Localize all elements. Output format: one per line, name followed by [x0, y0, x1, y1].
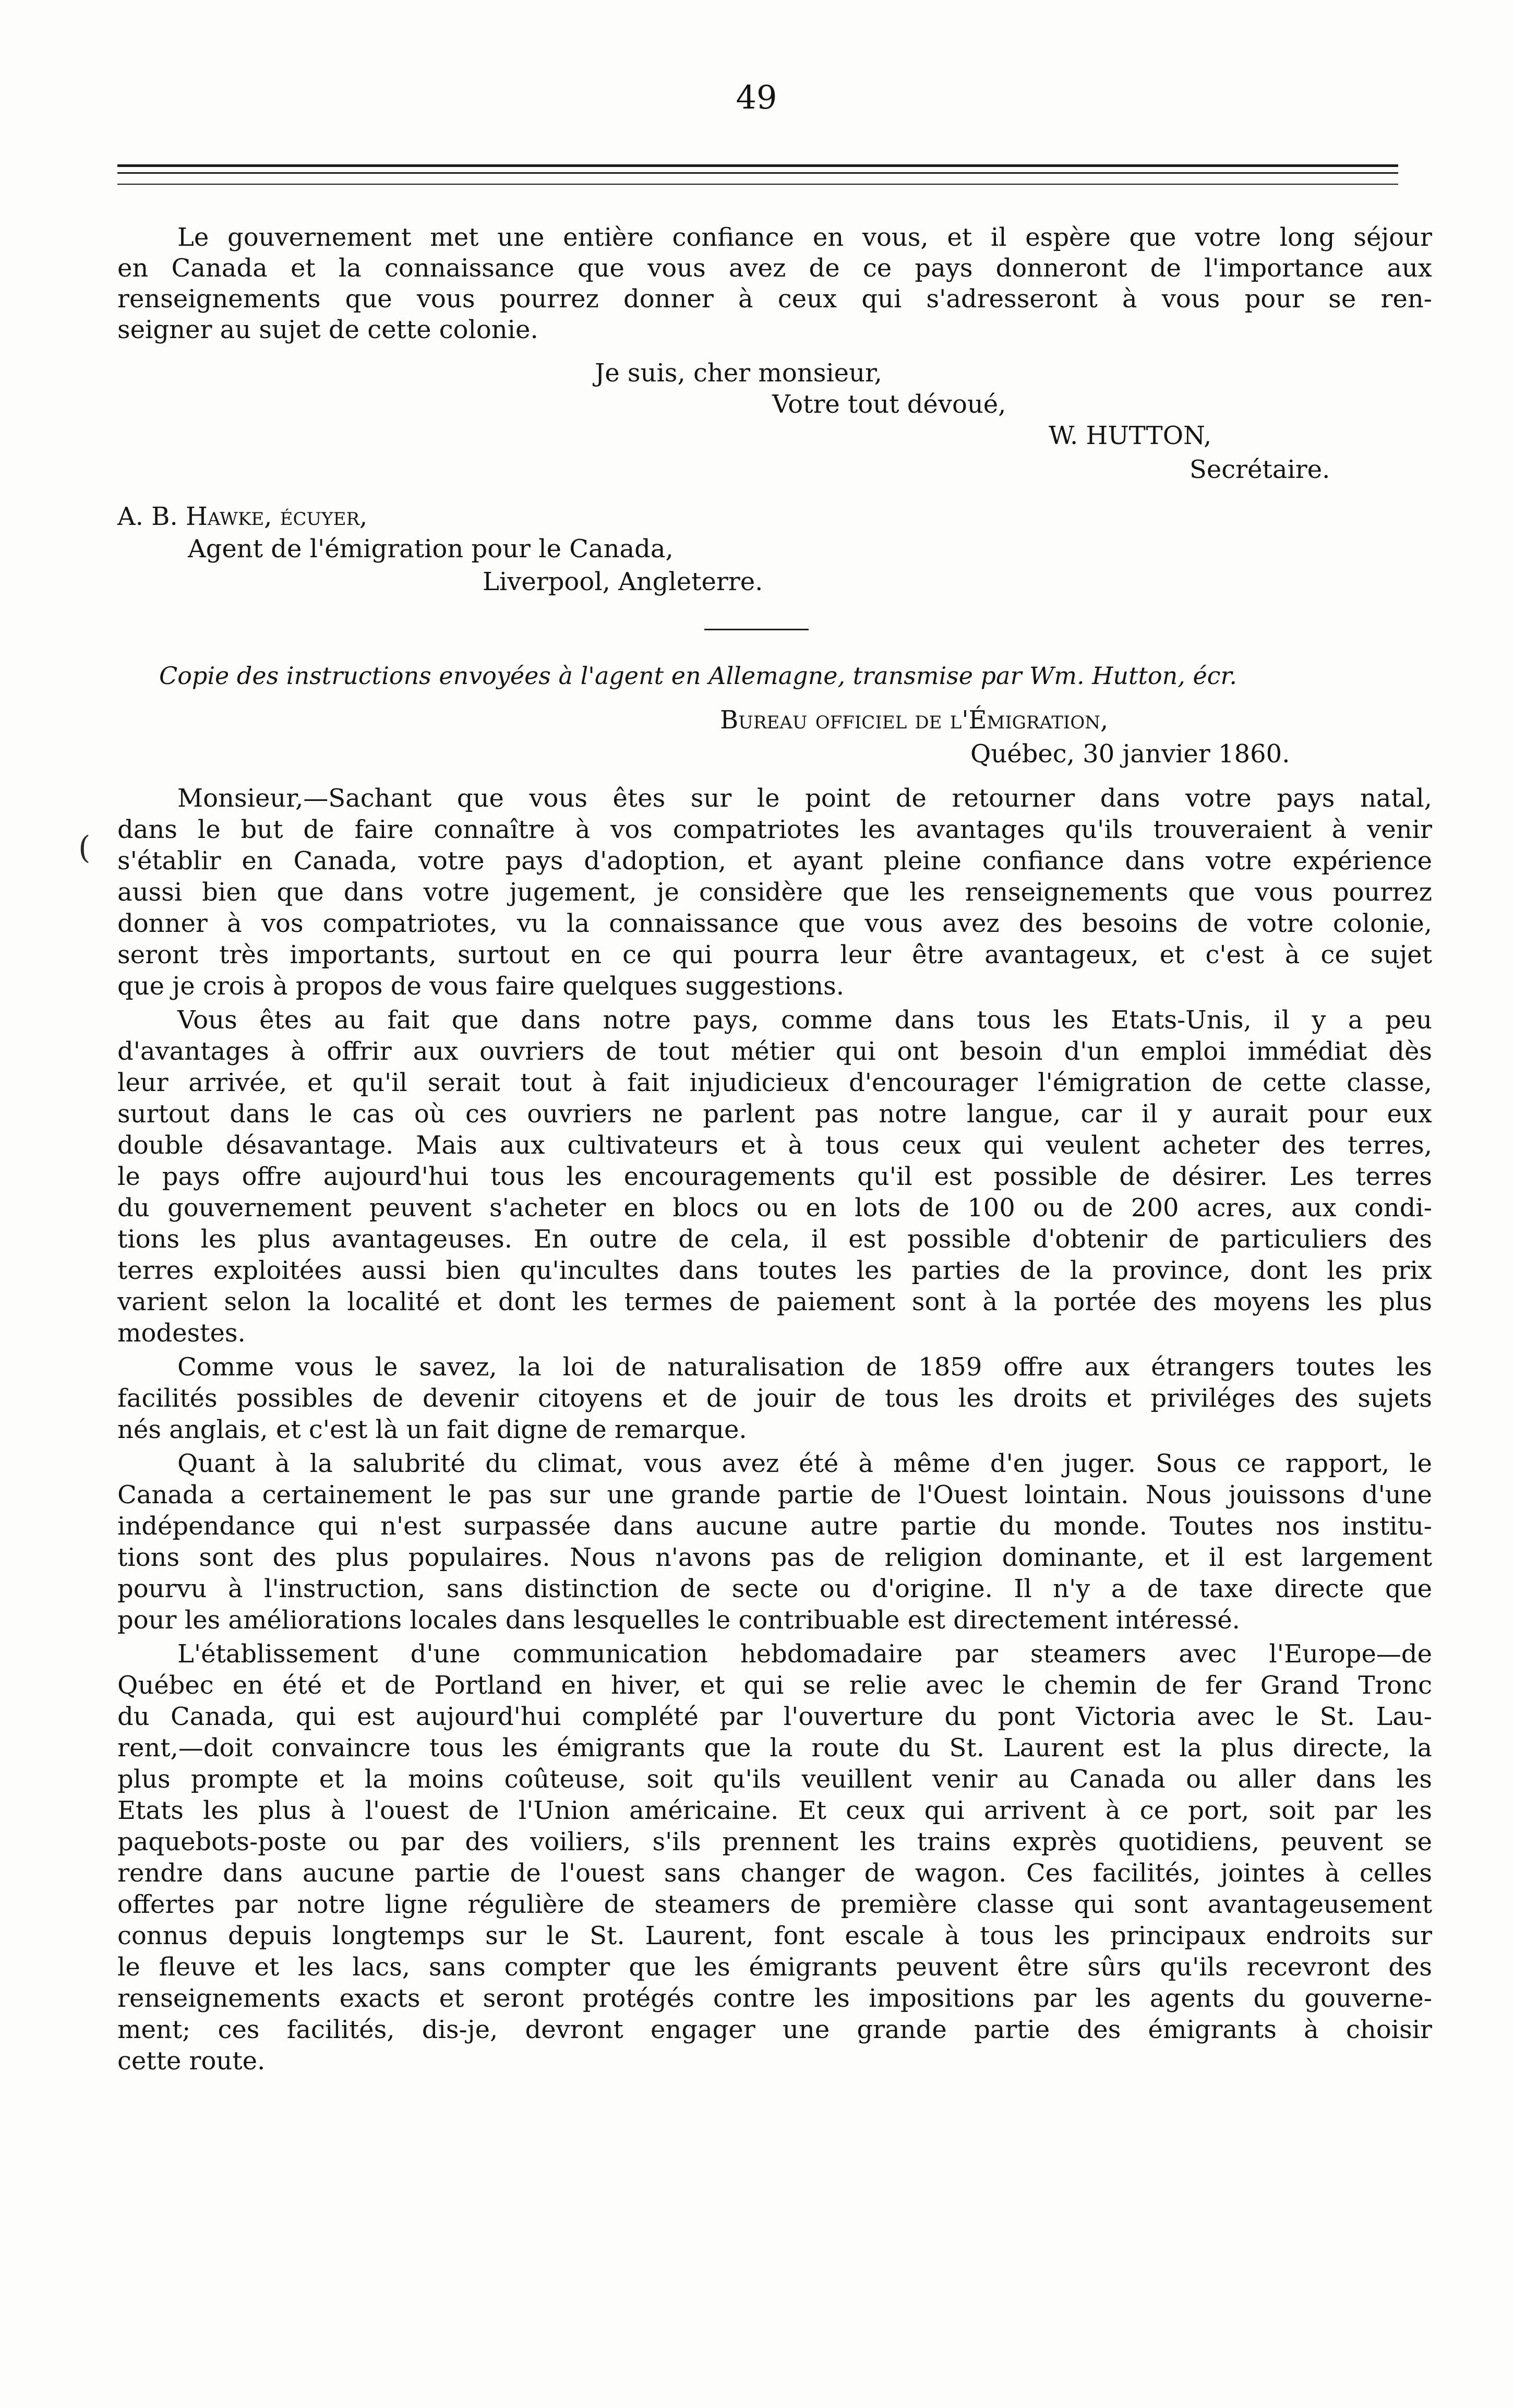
- header-rule-middle: [117, 172, 1398, 174]
- date-line: Québec, 30 janvier 1860.: [970, 739, 1290, 769]
- paragraph-line: rendre dans aucune partie de l'ouest sans changer de wagon. Ces facilités, jointes à celles: [117, 1859, 1432, 1888]
- paragraph-line: Monsieur,—Sachant que vous êtes sur le point de retourner dans votre pays natal,: [177, 784, 1432, 813]
- closing-salutation-2: Votre tout dévoué,: [772, 390, 1006, 419]
- paragraph-line: offertes par notre ligne régulière de steamers de première classe qui sont avantageusement: [117, 1890, 1432, 1919]
- paragraph-line: leur arrivée, et qu'il serait tout à fait injudicieux d'encourager l'émigration de cette classe,: [117, 1068, 1432, 1097]
- paragraph-line: plus prompte et la moins coûteuse, soit qu'ils veuillent venir au Canada ou aller dans les: [117, 1765, 1432, 1794]
- paragraph-line: surtout dans le cas où ces ouvriers ne parlent pas notre langue, car il y aurait pour eux: [117, 1099, 1432, 1129]
- paragraph-line: renseignements exacts et seront protégés contre les impositions par les agents du gouverne-: [117, 1984, 1432, 2013]
- paragraph-line: nés anglais, et c'est là un fait digne de remarque.: [117, 1415, 747, 1444]
- paragraph-line: modestes.: [117, 1319, 246, 1348]
- paragraph-line: L'établissement d'une communication hebdomadaire par steamers avec l'Europe—de: [177, 1639, 1432, 1669]
- recipient-name: A. B. Hawke, écuyer,: [117, 502, 368, 531]
- paragraph-line: s'établir en Canada, votre pays d'adoption, et ayant pleine confiance dans votre expérience: [117, 846, 1432, 876]
- paragraph-line: pourvu à l'instruction, sans distinction de secte ou d'origine. Il n'y a de taxe directe que: [117, 1574, 1432, 1603]
- paragraph-line: Quant à la salubrité du climat, vous avez été à même d'en juger. Sous ce rapport, le: [177, 1449, 1432, 1478]
- paragraph-line: seront très importants, surtout en ce qui pourra leur être avantageux, et c'est à ce sujet: [117, 940, 1432, 969]
- paragraph-line: le fleuve et les lacs, sans compter que les émigrants peuvent être sûrs qu'ils recevront des: [117, 1952, 1432, 1982]
- recipient-place: Liverpool, Angleterre.: [483, 567, 763, 596]
- margin-bracket-mark: (: [78, 830, 91, 866]
- paragraph-line: seigner au sujet de cette colonie.: [117, 315, 538, 344]
- paragraph-line: du Canada, qui est aujourd'hui complété par l'ouverture du pont Victoria avec le St. Lau-: [117, 1702, 1432, 1731]
- paragraph-line: le pays offre aujourd'hui tous les encouragements qu'il est possible de désirer. Les terres: [117, 1162, 1432, 1191]
- paragraph-line: aussi bien que dans votre jugement, je considère que les renseignements que vous pourrez: [117, 878, 1432, 907]
- paragraph-line: tions sont des plus populaires. Nous n'avons pas de religion dominante, et il est largement: [117, 1543, 1432, 1572]
- page-number: 49: [736, 78, 777, 116]
- paragraph-line: facilités possibles de devenir citoyens et de jouir de tous les droits et priviléges des sujets: [117, 1384, 1432, 1413]
- header-rule-thick: [117, 164, 1398, 167]
- paragraph-line: varient selon la localité et dont les termes de paiement sont à la portée des moyens les plus: [117, 1287, 1432, 1316]
- paragraph-line: tions les plus avantageuses. En outre de cela, il est possible d'obtenir de particuliers des: [117, 1225, 1432, 1254]
- paragraph-line: dans le but de faire connaître à vos compatriotes les avantages qu'ils trouveraient à venir: [117, 815, 1432, 844]
- paragraph-line: Le gouvernement met une entière confiance en vous, et il espère que votre long séjour: [177, 223, 1432, 252]
- paragraph-line: indépendance qui n'est surpassée dans aucune autre partie du monde. Toutes nos institu-: [117, 1512, 1432, 1541]
- paragraph-line: du gouvernement peuvent s'acheter en blocs ou en lots de 100 ou de 200 acres, aux condi-: [117, 1193, 1432, 1223]
- paragraph-line: Comme vous le savez, la loi de naturalisation de 1859 offre aux étrangers toutes les: [177, 1352, 1432, 1382]
- paragraph-line: ment; ces facilités, dis-je, devront engager une grande partie des émigrants à choisir: [117, 2015, 1432, 2044]
- section-divider: [704, 629, 809, 630]
- paragraph-line: donner à vos compatriotes, vu la connaissance que vous avez des besoins de votre colonie,: [117, 909, 1432, 938]
- paragraph-line: que je crois à propos de vous faire quelques suggestions.: [117, 972, 845, 1001]
- paragraph-line: terres exploitées aussi bien qu'incultes dans toutes les parties de la province, dont les prix: [117, 1256, 1432, 1285]
- paragraph-line: paquebots-poste ou par des voiliers, s'ils prennent les trains exprès quotidiens, peuvent se: [117, 1827, 1432, 1856]
- paragraph-line: d'avantages à offrir aux ouvriers de tout métier qui ont besoin d'un emploi immédiat dès: [117, 1037, 1432, 1066]
- signature-title: Secrétaire.: [1189, 455, 1330, 484]
- recipient-title: Agent de l'émigration pour le Canada,: [188, 534, 674, 564]
- paragraph-line: double désavantage. Mais aux cultivateurs et à tous ceux qui veulent acheter des terres,: [117, 1131, 1432, 1160]
- signature-name: W. HUTTON,: [1049, 421, 1212, 450]
- paragraph-line: rent,—doit convaincre tous les émigrants que la route du St. Laurent est la plus directe, la: [117, 1733, 1432, 1763]
- paragraph-line: Vous êtes au fait que dans notre pays, comme dans tous les Etats-Unis, il y a peu: [177, 1005, 1432, 1035]
- paragraph-line: connus depuis longtemps sur le St. Laurent, font escale à tous les principaux endroits sur: [117, 1921, 1432, 1950]
- closing-salutation: Je suis, cher monsieur,: [595, 358, 882, 388]
- office-name: Bureau officiel de l'Émigration,: [720, 705, 1109, 735]
- paragraph-line: Etats les plus à l'ouest de l'Union américaine. Et ceux qui arrivent à ce port, soit par les: [117, 1796, 1432, 1825]
- paragraph-line: Québec en été et de Portland en hiver, et qui se relie avec le chemin de fer Grand Tronc: [117, 1671, 1432, 1700]
- paragraph-line: en Canada et la connaissance que vous avez de ce pays donneront de l'importance aux: [117, 254, 1432, 283]
- paragraph-line: cette route.: [117, 2046, 266, 2076]
- paragraph-line: Canada a certainement le pas sur une grande partie de l'Ouest lointain. Nous jouissons d'une: [117, 1480, 1432, 1510]
- section-heading: Copie des instructions envoyées à l'agent en Allemagne, transmise par Wm. Hutton, écr.: [159, 662, 1237, 690]
- paragraph-line: renseignements que vous pourrez donner à ceux qui s'adresseront à vous pour se ren-: [117, 284, 1432, 314]
- paragraph-line: pour les améliorations locales dans lesquelles le contribuable est directement intéressé.: [117, 1606, 1240, 1635]
- header-rule-thin: [117, 184, 1398, 185]
